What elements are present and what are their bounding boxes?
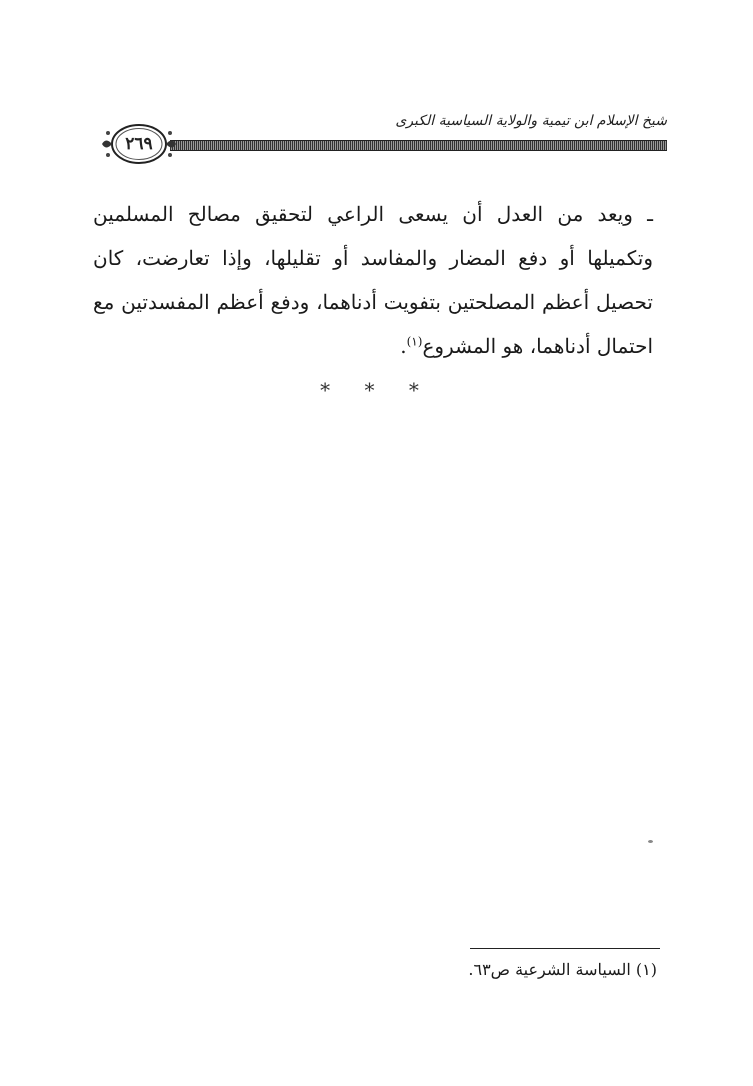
paragraph-text: ـ ويعد من العدل أن يسعى الراعي لتحقيق مصالح المسلمين وتكميلها أو دفع المضار والمفاسد أو تقليلها، وإذا تعارضت، كان تحصيل أعظم المصلحتين بتفويت أدناهما، ودفع أعظم المفسدتين مع احتمال أدناهما، هو المشروع [93,202,653,358]
page-number: ٢٦٩ [125,134,153,154]
section-separator: * * * [320,378,433,402]
scan-speck [648,840,653,843]
paragraph-end-mark: . [400,334,407,358]
footnote: (١) السياسة الشرعية ص٦٣. [468,960,657,979]
header-rule [170,140,667,151]
footnote-rule [470,948,660,949]
running-title: شيخ الإسلام ابن تيمية والولاية السياسية الكبرى [395,113,667,129]
page-number-badge [100,119,178,169]
footnote-reference: (١) [406,334,423,349]
main-paragraph [93,192,653,368]
